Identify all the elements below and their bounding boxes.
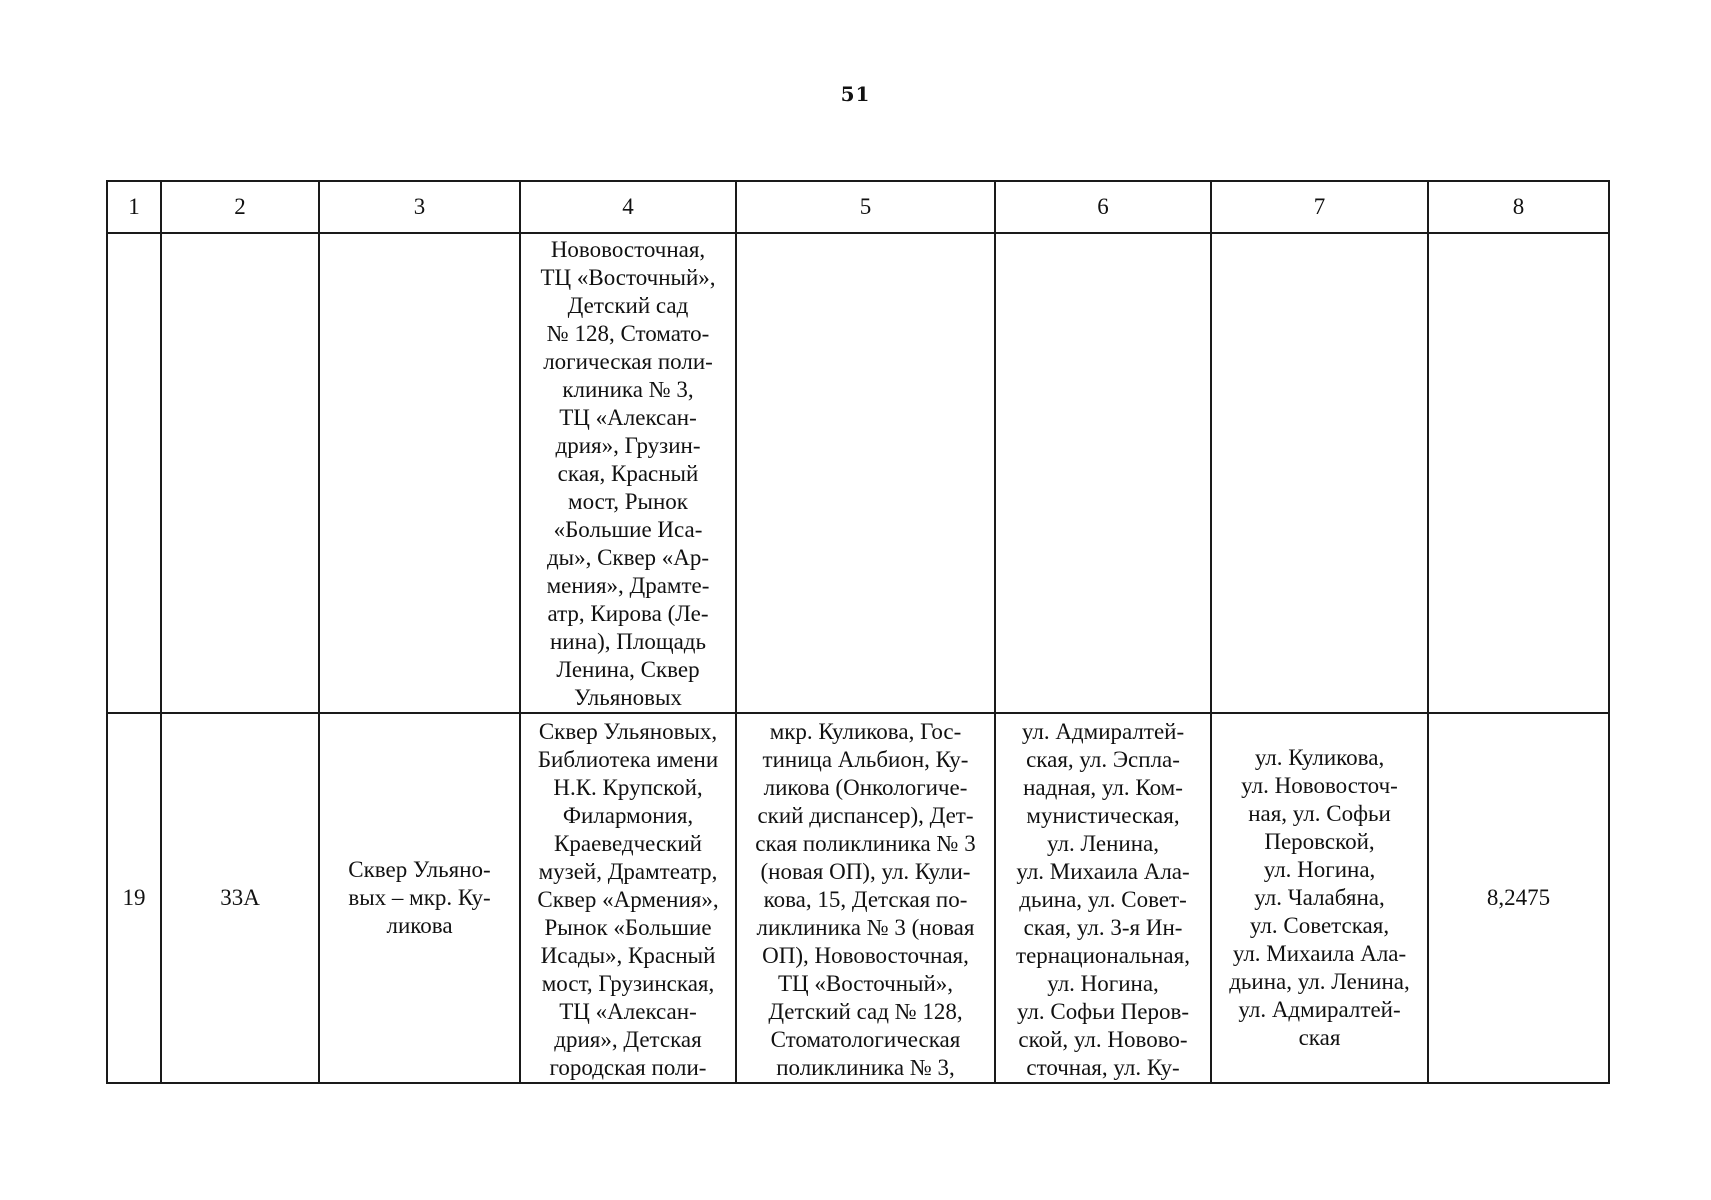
header-cell-6: 6 bbox=[995, 181, 1211, 233]
cell-text: 8,2475 bbox=[1486, 885, 1551, 910]
page-number: 51 bbox=[840, 82, 871, 106]
cell-empty bbox=[161, 233, 319, 713]
cell-empty bbox=[995, 233, 1211, 713]
cell-route-name bbox=[319, 713, 520, 1083]
cell-empty bbox=[107, 233, 161, 713]
cell-empty bbox=[1211, 233, 1428, 713]
cell-text: ул. Адмиралтей- ская, ул. Эспла- надная, ул. Ком- мунистическая, ул. Ленина, ул. Михаила Ала- дьина, ул. Совет- ская, ул. 3-я Ин- тернациональная, ул. Ногина, ул. Софьи Перов- ской, ул. Новово- сточная, ул. Ку- bbox=[1016, 719, 1190, 1080]
cell-text: 33А bbox=[220, 885, 260, 910]
cell-route-length bbox=[1428, 713, 1609, 1083]
cell-text: ул. Куликова, ул. Нововосточ- ная, ул. Софьи Перовской, ул. Ногина, ул. Чалабяна, ул. Советская, ул. Михаила Ала- дьина, ул. Ленина, ул. Адмиралтей- ская bbox=[1229, 745, 1410, 1050]
header-cell-3: 3 bbox=[319, 181, 520, 233]
cell-stops-backward bbox=[736, 713, 995, 1083]
cell-empty bbox=[1428, 233, 1609, 713]
header-cell-4: 4 bbox=[520, 181, 736, 233]
cell-row-number bbox=[107, 713, 161, 1083]
header-cell-7: 7 bbox=[1211, 181, 1428, 233]
cell-text: Сквер Ульяно- вых – мкр. Ку- ликова bbox=[348, 857, 491, 938]
cell-empty bbox=[736, 233, 995, 713]
cell-stops-forward bbox=[520, 713, 736, 1083]
header-cell-8: 8 bbox=[1428, 181, 1609, 233]
cell-stops-forward bbox=[520, 233, 736, 713]
route-table bbox=[106, 180, 1610, 1084]
cell-empty bbox=[319, 233, 520, 713]
table-row bbox=[107, 233, 1609, 713]
table-header-row bbox=[107, 181, 1609, 233]
cell-text: Сквер Ульяновых, Библиотека имени Н.К. Крупской, Филармония, Краеведческий музей, Драмтеатр, Сквер «Армения», Рынок «Большие Исады», Красный мост, Грузинская, ТЦ «Алексан- дрия», Детская городская поли- bbox=[537, 719, 719, 1080]
header-cell-5: 5 bbox=[736, 181, 995, 233]
cell-text: Нововосточная, ТЦ «Восточный», Детский сад № 128, Стомато- логическая поли- клиника № 3, ТЦ «Алексан- дрия», Грузин- ская, Красный мост, Рынок «Большие Иса- ды», Сквер «Ар- мения», Драмте- атр, Кирова (Ле- нина), Площадь Ленина, Сквер Ульяновых bbox=[540, 237, 716, 710]
header-cell-2: 2 bbox=[161, 181, 319, 233]
cell-streets-backward bbox=[1211, 713, 1428, 1083]
cell-text: 19 bbox=[122, 885, 146, 910]
cell-route-number bbox=[161, 713, 319, 1083]
table-row bbox=[107, 713, 1609, 1083]
header-cell-1: 1 bbox=[107, 181, 161, 233]
cell-streets-forward bbox=[995, 713, 1211, 1083]
cell-text: мкр. Куликова, Гос- тиница Альбион, Ку- ликова (Онкологиче- ский диспансер), Дет- ская поликлиника № 3 (новая ОП), ул. Кули- кова, 15, Детская по- ликлиника № 3 (новая ОП), Нововосточная, ТЦ «Восточный», Детский сад № 128, Стоматологическая поликлиника № 3, bbox=[755, 719, 976, 1080]
